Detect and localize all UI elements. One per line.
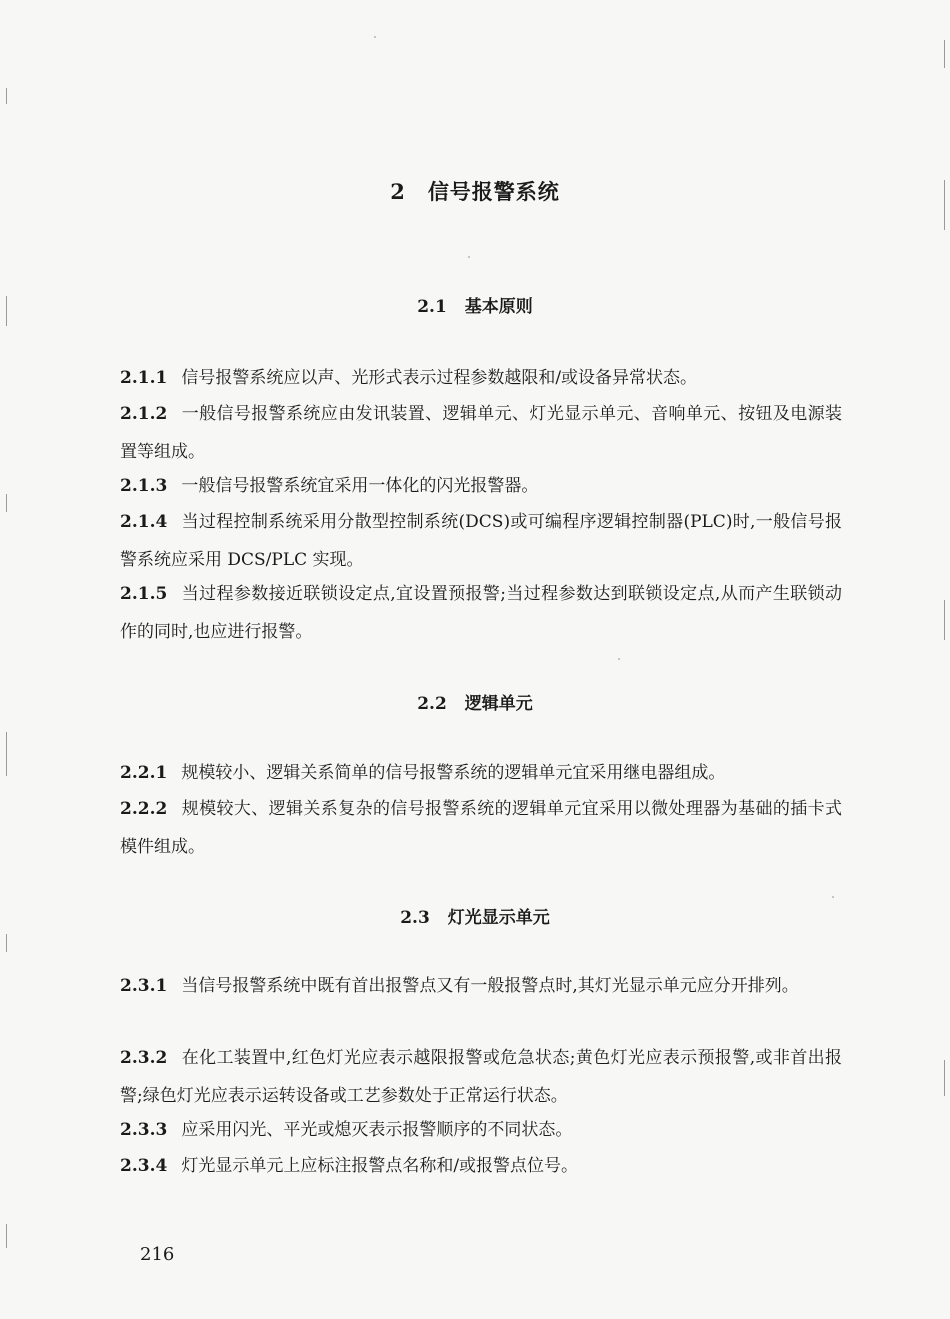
clause: [120, 1111, 842, 1149]
scan-edge-mark: [6, 1224, 7, 1248]
scan-edge-mark: [944, 1060, 945, 1096]
clause-number: 2.3.3: [120, 1120, 168, 1140]
clause: [120, 395, 842, 471]
section-number: 2.3: [400, 908, 430, 928]
clause-text: 一般信号报警系统宜采用一体化的闪光报警器。: [181, 476, 539, 496]
clause-number: 2.1.5: [120, 584, 168, 604]
clause-number: 2.1.4: [120, 512, 168, 532]
clause-number: 2.1.1: [120, 368, 168, 388]
section-title: [0, 689, 950, 714]
clause: [120, 1039, 842, 1115]
clause-text: 一般信号报警系统应由发讯装置、逻辑单元、灯光显示单元、音响单元、按钮及电源装置等组成。: [120, 404, 842, 462]
clause: [120, 790, 842, 866]
page-number: 216: [140, 1244, 175, 1265]
clause: [120, 754, 842, 792]
section-title: [0, 903, 950, 928]
section-title: [0, 292, 950, 317]
scan-edge-mark: [6, 934, 7, 952]
clause: [120, 503, 842, 579]
scan-edge-mark: [944, 40, 945, 68]
clause-text: 应采用闪光、平光或熄灭表示报警顺序的不同状态。: [181, 1120, 573, 1140]
section-title-text: 灯光显示单元: [447, 908, 550, 928]
clause-number: 2.3.1: [120, 976, 168, 996]
clause: [120, 967, 842, 1005]
scan-edge-mark: [6, 732, 7, 776]
clause-number: 2.1.2: [120, 404, 168, 424]
section-title-text: 基本原则: [464, 297, 533, 317]
scan-speck: [468, 256, 470, 258]
chapter-title: [0, 176, 950, 206]
clause: [120, 467, 842, 505]
scan-edge-mark: [944, 600, 945, 640]
clause-number: 2.2.2: [120, 799, 168, 819]
clause-number: 2.1.3: [120, 476, 168, 496]
clause-text: 信号报警系统应以声、光形式表示过程参数越限和/或设备异常状态。: [181, 368, 698, 388]
scan-speck: [374, 36, 376, 38]
clause-number: 2.3.2: [120, 1048, 168, 1068]
clause: [120, 359, 842, 397]
clause-text: 在化工装置中,红色灯光应表示越限报警或危急状态;黄色灯光应表示预报警,或非首出报警;绿色灯光应表示运转设备或工艺参数处于正常运行状态。: [120, 1048, 842, 1106]
clause-text: 当过程控制系统采用分散型控制系统(DCS)或可编程序逻辑控制器(PLC)时,一般信号报警系统应采用 DCS/PLC 实现。: [120, 512, 842, 570]
scan-speck: [618, 658, 620, 660]
clause-text: 当信号报警系统中既有首出报警点又有一般报警点时,其灯光显示单元应分开排列。: [181, 976, 799, 996]
clause-text: 灯光显示单元上应标注报警点名称和/或报警点位号。: [181, 1156, 579, 1176]
section-title-text: 逻辑单元: [464, 694, 533, 714]
scan-edge-mark: [6, 494, 7, 512]
clause-text: 当过程参数接近联锁设定点,宜设置预报警;当过程参数达到联锁设定点,从而产生联锁动作的同时,也应进行报警。: [120, 584, 842, 642]
clause-number: 2.3.4: [120, 1156, 168, 1176]
clause-text: 规模较小、逻辑关系简单的信号报警系统的逻辑单元宜采用继电器组成。: [181, 763, 726, 783]
chapter-title-text: 信号报警系统: [427, 179, 560, 204]
chapter-number: 2: [390, 179, 406, 204]
section-number: 2.1: [417, 297, 447, 317]
scan-speck: [832, 896, 834, 898]
scan-edge-mark: [6, 88, 7, 104]
clause-text: 规模较大、逻辑关系复杂的信号报警系统的逻辑单元宜采用以微处理器为基础的插卡式模件组成。: [120, 799, 842, 857]
section-number: 2.2: [417, 694, 447, 714]
clause: [120, 575, 842, 651]
clause-number: 2.2.1: [120, 763, 168, 783]
clause: [120, 1147, 842, 1185]
